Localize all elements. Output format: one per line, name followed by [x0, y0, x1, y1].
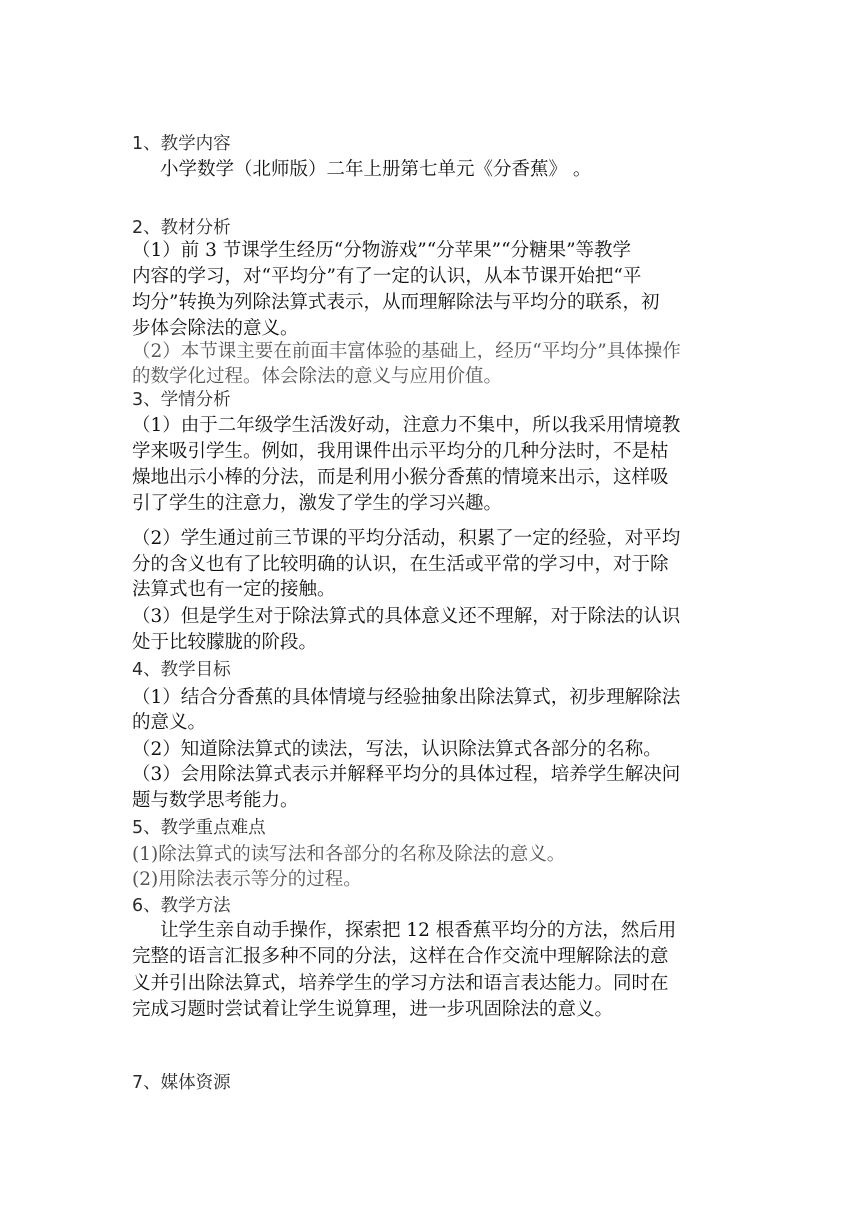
body-text-line: 步体会除法的意义。 [132, 318, 299, 339]
body-text-line: 引了学生的注意力，激发了学生的学习兴趣。 [132, 493, 503, 514]
body-text-line: （3）会用除法算式表示并解释平均分的具体过程，培养学生解决问 [132, 764, 681, 785]
body-text-line: 的意义。 [132, 712, 207, 733]
section-heading: 5、教学重点难点 [132, 818, 266, 838]
section-heading: 1、教学内容 [132, 134, 231, 154]
body-text-line: 均分”转换为列除法算式表示，从而理解除法与平均分的联系，初 [132, 292, 660, 313]
body-text-line: （3）但是学生对于除法算式的具体意义还不理解，对于除法的认识 [132, 606, 681, 627]
body-text-line: （2）知道除法算式的读法，写法，认识除法算式各部分的名称。 [132, 739, 662, 760]
section-heading: 4、教学目标 [132, 660, 231, 680]
body-text-line: 学来吸引学生。例如，我用课件出示平均分的几种分法时，不是枯 [132, 441, 669, 462]
body-text-line: 题与数学思考能力。 [132, 790, 299, 811]
section-heading: 7、媒体资源 [132, 1073, 231, 1093]
body-text-line: （2）本节课主要在前面丰富体验的基础上，经历“平均分”具体操作 [132, 341, 681, 362]
body-text-line: (2)用除法表示等分的过程。 [132, 869, 362, 890]
body-text-line: 法算式也有一定的接触。 [132, 579, 336, 600]
body-text-line: 义并引出除法算式，培养学生的学习方法和语言表达能力。同时在 [132, 973, 669, 994]
body-text-line: （2）学生通过前三节课的平均分活动，积累了一定的经验，对平均 [132, 528, 681, 549]
body-text-line: (1)除法算式的读写法和各部分的名称及除法的意义。 [132, 844, 566, 865]
body-text-line: 让学生亲自动手操作，探索把 12 根香蕉平均分的方法，然后用 [160, 920, 677, 941]
body-text-line: 分的含义也有了比较明确的认识，在生活或平常的学习中，对于除 [132, 554, 669, 575]
body-text-line: 燥地出示小棒的分法，而是利用小猴分香蕉的情境来出示，这样吸 [132, 467, 669, 488]
body-text-line: 内容的学习，对“平均分”有了一定的认识，从本节课开始把“平 [132, 266, 642, 287]
body-text-line: 完成习题时尝试着让学生说算理，进一步巩固除法的意义。 [132, 999, 614, 1020]
body-text-line: （1）由于二年级学生活泼好动，注意力不集中，所以我采用情境教 [132, 415, 681, 436]
body-text-line: （1）结合分香蕉的具体情境与经验抽象出除法算式，初步理解除法 [132, 687, 681, 708]
body-text-line: 的数学化过程。体会除法的意义与应用价值。 [132, 366, 503, 387]
body-text-line: 处于比较朦胧的阶段。 [132, 632, 318, 653]
section-heading: 3、学情分析 [132, 390, 231, 410]
body-text-line: （1）前 3 节课学生经历“分物游戏”“分苹果”“分糖果”等教学 [132, 240, 632, 261]
body-text-line: 完整的语言汇报多种不同的分法，这样在合作交流中理解除法的意 [132, 946, 669, 967]
section-heading: 2、教材分析 [132, 218, 231, 238]
body-text-line: 小学数学（北师版）二年上册第七单元《分香蕉》 。 [160, 159, 592, 180]
section-heading: 6、教学方法 [132, 896, 231, 916]
